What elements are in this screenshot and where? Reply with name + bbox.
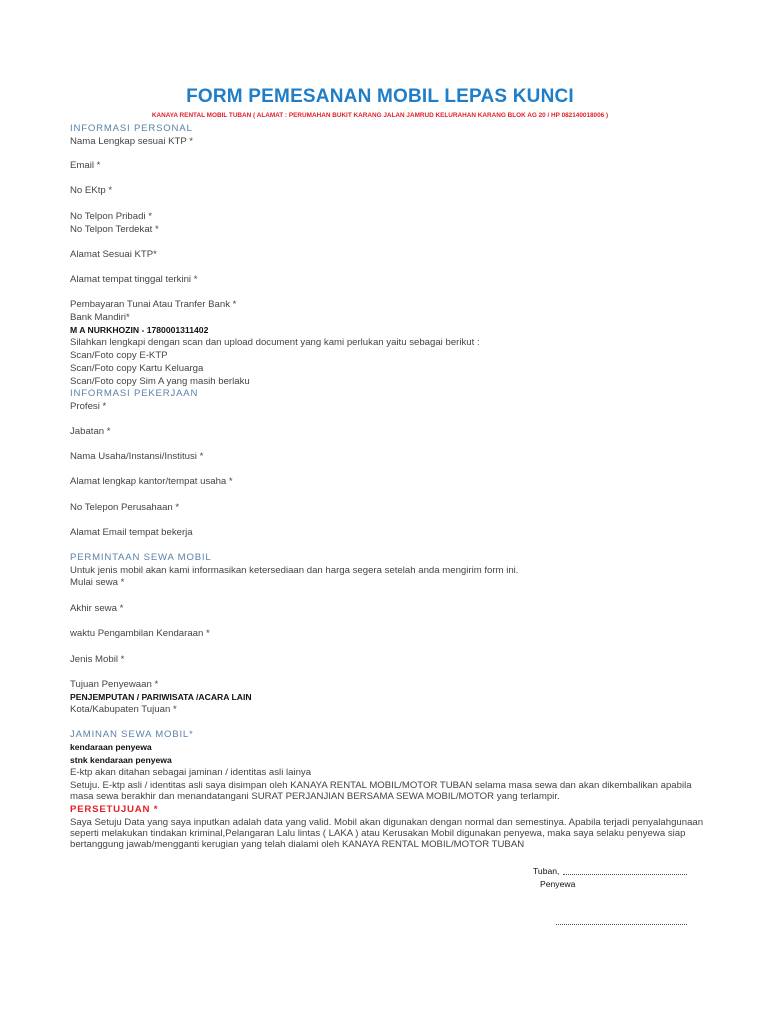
jaminan-item-kendaraan: kendaraan penyewa	[70, 742, 152, 752]
field-alamat-ktp: Alamat Sesuai KTP*	[70, 249, 157, 260]
field-nama-usaha: Nama Usaha/Instansi/Institusi *	[70, 451, 204, 462]
bank-account: M A NURKHOZIN - 1780001311402	[70, 325, 209, 335]
field-telpon-terdekat: No Telpon Terdekat *	[70, 224, 159, 235]
field-email: Email *	[70, 160, 101, 171]
field-telepon-perusahaan: No Telepon Perusahaan *	[70, 502, 180, 513]
upload-note: Silahkan lengkapi dengan scan dan upload document yang kami perlukan yaitu sebagai berikut :	[70, 337, 480, 348]
field-mulai-sewa: Mulai sewa *	[70, 577, 125, 588]
field-waktu-pengambilan: waktu Pengambilan Kendaraan *	[70, 628, 210, 639]
field-akhir-sewa: Akhir sewa *	[70, 603, 124, 614]
date-dotted-line	[563, 874, 687, 875]
signature-dotted-line	[556, 924, 687, 925]
permintaan-note: Untuk jenis mobil akan kami informasikan ketersediaan dan harga segera setelah anda mengirim form ini.	[70, 565, 519, 576]
field-nama-lengkap: Nama Lengkap sesuai KTP *	[70, 136, 194, 147]
tujuan-options: PENJEMPUTAN / PARIWISATA /ACARA LAIN	[70, 692, 252, 702]
signature-place: Tuban,	[533, 866, 560, 876]
section-jaminan-sewa: JAMINAN SEWA MOBIL*	[70, 729, 194, 740]
doc-kartu-keluarga: Scan/Foto copy Kartu Keluarga	[70, 363, 204, 374]
doc-sim-a: Scan/Foto copy Sim A yang masih berlaku	[70, 376, 250, 387]
jaminan-setuju: Setuju. E-ktp asli / identitas asli saya disimpan oleh KANAYA RENTAL MOBIL/MOTOR TUBAN selama masa sewa dan akan dikembalikan apabila masa sewa berakhir dan menandatangani SURAT PERJANJIAN BERSAMA SEWA MOBIL/MOTOR yang terlampir.	[70, 780, 692, 802]
page-title: FORM PEMESANAN MOBIL LEPAS KUNCI	[186, 86, 574, 107]
field-kota-tujuan: Kota/Kabupaten Tujuan *	[70, 704, 177, 715]
section-informasi-pekerjaan: INFORMASI PEKERJAAN	[70, 388, 199, 399]
field-jabatan: Jabatan *	[70, 426, 111, 437]
doc-ektp: Scan/Foto copy E-KTP	[70, 350, 168, 361]
section-persetujuan: PERSETUJUAN *	[70, 804, 159, 815]
field-telpon-pribadi: No Telpon Pribadi *	[70, 211, 152, 222]
field-tujuan-penyewaan: Tujuan Penyewaan *	[70, 679, 159, 690]
field-pembayaran: Pembayaran Tunai Atau Tranfer Bank *	[70, 299, 237, 310]
jaminan-item-stnk: stnk kendaraan penyewa	[70, 755, 172, 765]
field-alamat-terkini: Alamat tempat tinggal terkini *	[70, 274, 198, 285]
jaminan-note: E-ktp akan ditahan sebagai jaminan / identitas asli lainya	[70, 767, 312, 778]
signature-role: Penyewa	[540, 879, 576, 889]
section-informasi-personal: INFORMASI PERSONAL	[70, 123, 193, 134]
field-profesi: Profesi *	[70, 401, 107, 412]
field-ektp: No EKtp *	[70, 185, 113, 196]
company-address: KANAYA RENTAL MOBIL TUBAN ( ALAMAT : PERUMAHAN BUKIT KARANG JALAN JAMRUD KELURAHAN KARANG BLOK AG 20 / HP 082140018006 )	[151, 112, 609, 119]
field-alamat-kantor: Alamat lengkap kantor/tempat usaha *	[70, 476, 233, 487]
bank-name: Bank Mandiri*	[70, 312, 130, 323]
field-jenis-mobil: Jenis Mobil *	[70, 654, 125, 665]
persetujuan-text: Saya Setuju Data yang saya inputkan adalah data yang valid. Mobil akan digunakan dengan normal dan semestinya. Apabila terjadi penyalahgunaan seperti melakukan tindakan kriminal,Pelangaran Lalu lintas ( LAKA ) atau Kerusakan Mobil digunakan penyewa, maka saya selaku penyewa siap bertanggung jawab/mengganti kerugian yang telah dialami oleh KANAYA RENTAL MOBIL/MOTOR TUBAN	[70, 817, 704, 850]
section-permintaan-sewa: PERMINTAAN SEWA MOBIL	[70, 552, 212, 563]
field-email-kerja: Alamat Email tempat bekerja	[70, 527, 193, 538]
